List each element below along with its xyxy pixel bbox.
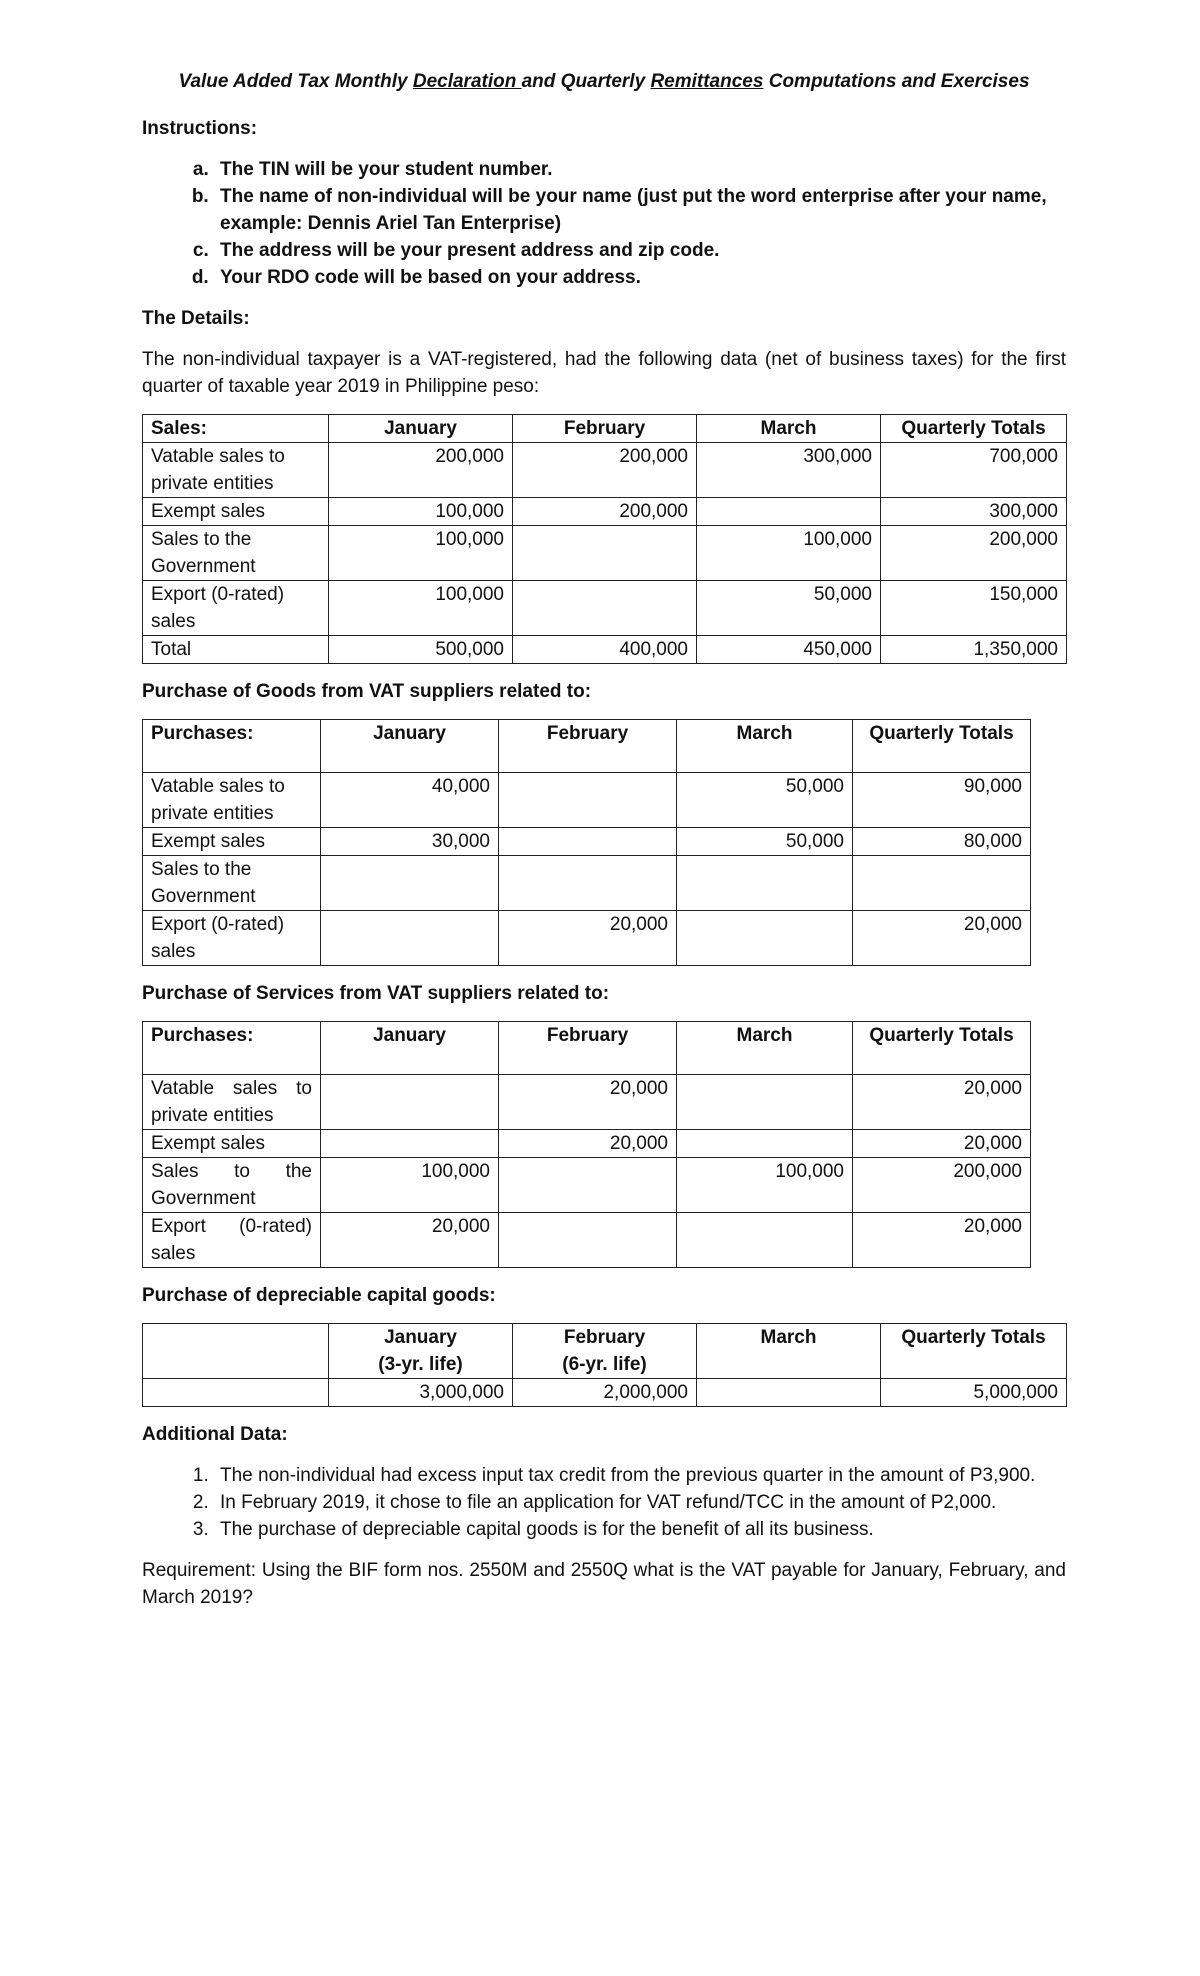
table-cell: 450,000: [697, 636, 881, 664]
goods-heading: Purchase of Goods from VAT suppliers related to:: [142, 681, 592, 702]
table-row: [143, 1158, 1031, 1213]
row-label: Vatable sales to private entities: [143, 773, 321, 828]
table-cell: [677, 1075, 853, 1130]
table-row: [143, 1213, 1031, 1268]
table-cell: 100,000: [697, 526, 881, 581]
table-header-row: [143, 1022, 1031, 1075]
row-label: Exempt sales: [143, 498, 329, 526]
table-cell: [677, 856, 853, 911]
header-month: February: [563, 1327, 646, 1348]
row-label: Export (0-rated) sales: [143, 1213, 321, 1268]
table-header-totals: Quarterly Totals: [881, 1324, 1067, 1379]
table-cell: [499, 1158, 677, 1213]
table-header: Quarterly Totals: [853, 720, 1031, 773]
table-cell: 20,000: [321, 1213, 499, 1268]
table-cell: 1,350,000: [881, 636, 1067, 664]
row-label: Exempt sales: [143, 1130, 321, 1158]
additional-item: 3. The purchase of depreciable capital goods is for the benefit of all its business.: [214, 1516, 1066, 1543]
table-cell: [321, 911, 499, 966]
table-header: March: [677, 1022, 853, 1075]
header-month: January: [384, 1327, 457, 1348]
row-label: Export (0-rated) sales: [143, 581, 329, 636]
table-cell: [677, 1130, 853, 1158]
table-header-row: [143, 415, 1067, 443]
table-row: [143, 636, 1067, 664]
table-cell: [321, 1130, 499, 1158]
table-header: February: [499, 720, 677, 773]
details-paragraph: The non-individual taxpayer is a VAT-registered, had the following data (net of business taxes) for the first quarter of taxable year 2019 in Philippine peso:: [142, 349, 1066, 397]
table-header-row: [143, 1324, 1067, 1379]
goods-table: [142, 719, 1031, 966]
table-header: Quarterly Totals: [881, 415, 1067, 443]
table-header: Purchases:: [143, 720, 321, 773]
table-cell: 200,000: [513, 498, 697, 526]
table-cell: 100,000: [329, 581, 513, 636]
table-cell: 300,000: [881, 498, 1067, 526]
table-row: [143, 773, 1031, 828]
table-cell: 20,000: [499, 1075, 677, 1130]
title-remittances: Remittances: [650, 71, 764, 92]
table-header: January: [321, 1022, 499, 1075]
table-header-row: [143, 720, 1031, 773]
sales-table: [142, 414, 1067, 664]
table-header: March: [697, 415, 881, 443]
table-cell: [321, 856, 499, 911]
services-heading: Purchase of Services from VAT suppliers related to:: [142, 983, 610, 1004]
table-cell: 100,000: [677, 1158, 853, 1213]
table-cell: [499, 773, 677, 828]
table-cell: 50,000: [697, 581, 881, 636]
table-cell: 2,000,000: [513, 1379, 697, 1407]
additional-item: 1. The non-individual had excess input tax credit from the previous quarter in the amount of P3,900.: [214, 1462, 1066, 1489]
table-header: January: [321, 720, 499, 773]
table-cell: 40,000: [321, 773, 499, 828]
instructions-heading: Instructions:: [142, 118, 258, 139]
table-cell: 20,000: [853, 911, 1031, 966]
capital-goods-heading: Purchase of depreciable capital goods:: [142, 1285, 496, 1306]
row-label: [143, 1379, 329, 1407]
additional-item: 2. In February 2019, it chose to file an application for VAT refund/TCC in the amount of P2,000.: [214, 1489, 1066, 1516]
document-title: [142, 68, 1066, 95]
table-cell: 80,000: [853, 828, 1031, 856]
requirement-paragraph: Requirement: Using the BIF form nos. 2550M and 2550Q what is the VAT payable for January, February, and March 2019?: [142, 1560, 1066, 1608]
title-part-1: Value Added Tax Monthly: [178, 71, 413, 92]
table-cell: 20,000: [499, 1130, 677, 1158]
table-cell: [499, 1213, 677, 1268]
table-cell: [513, 526, 697, 581]
table-header: January: [329, 415, 513, 443]
row-label: Total: [143, 636, 329, 664]
table-cell: 20,000: [853, 1130, 1031, 1158]
table-cell: 200,000: [853, 1158, 1031, 1213]
table-header-blank: [143, 1324, 329, 1379]
table-row: [143, 1130, 1031, 1158]
table-cell: 30,000: [321, 828, 499, 856]
table-cell: [499, 828, 677, 856]
table-header: Purchases:: [143, 1022, 321, 1075]
table-row: [143, 1379, 1067, 1407]
table-cell: 5,000,000: [881, 1379, 1067, 1407]
title-part-3: and Quarterly: [521, 71, 651, 92]
table-cell: 200,000: [513, 443, 697, 498]
table-header: Sales:: [143, 415, 329, 443]
table-cell: 150,000: [881, 581, 1067, 636]
table-header-february: [513, 1324, 697, 1379]
instruction-item: d. Your RDO code will be based on your address.: [214, 264, 1066, 291]
table-cell: [677, 1213, 853, 1268]
additional-data-heading: Additional Data:: [142, 1424, 288, 1445]
table-cell: 20,000: [853, 1075, 1031, 1130]
additional-data-list: [142, 1462, 1066, 1543]
title-part-5: Computations and Exercises: [763, 71, 1030, 92]
table-cell: 20,000: [499, 911, 677, 966]
table-cell: 20,000: [853, 1213, 1031, 1268]
row-label: Exempt sales: [143, 828, 321, 856]
table-row: [143, 498, 1067, 526]
table-cell: 100,000: [321, 1158, 499, 1213]
row-label: Vatable sales to private entities: [143, 1075, 321, 1130]
table-cell: 700,000: [881, 443, 1067, 498]
table-cell: [677, 911, 853, 966]
instructions-list: [142, 156, 1066, 291]
header-life: (6-yr. life): [562, 1354, 647, 1375]
table-cell: [697, 498, 881, 526]
capital-goods-table: [142, 1323, 1067, 1407]
table-cell: [697, 1379, 881, 1407]
table-cell: 500,000: [329, 636, 513, 664]
table-row: [143, 911, 1031, 966]
row-label: Sales to the Government: [143, 526, 329, 581]
table-header: Quarterly Totals: [853, 1022, 1031, 1075]
table-row: [143, 856, 1031, 911]
table-cell: 90,000: [853, 773, 1031, 828]
table-header: February: [513, 415, 697, 443]
table-row: [143, 581, 1067, 636]
table-header-march: March: [697, 1324, 881, 1379]
row-label: Sales to the Government: [143, 856, 321, 911]
table-cell: [513, 581, 697, 636]
table-row: [143, 526, 1067, 581]
row-label: Export (0-rated) sales: [143, 911, 321, 966]
table-header: February: [499, 1022, 677, 1075]
table-cell: 200,000: [329, 443, 513, 498]
table-cell: 50,000: [677, 773, 853, 828]
table-header-january: [329, 1324, 513, 1379]
header-life: (3-yr. life): [378, 1354, 463, 1375]
table-cell: 300,000: [697, 443, 881, 498]
document-page: [142, 68, 1066, 1611]
table-header: March: [677, 720, 853, 773]
table-cell: 400,000: [513, 636, 697, 664]
services-table: [142, 1021, 1031, 1268]
table-cell: 3,000,000: [329, 1379, 513, 1407]
table-cell: 100,000: [329, 498, 513, 526]
details-heading: The Details:: [142, 308, 250, 329]
instruction-item: a. The TIN will be your student number.: [214, 156, 1066, 183]
title-declaration: Declaration: [412, 71, 522, 92]
table-cell: [321, 1075, 499, 1130]
table-cell: 50,000: [677, 828, 853, 856]
instruction-item: b. The name of non-individual will be your name (just put the word enterprise after your name, example: Dennis Ariel Tan Enterprise): [214, 183, 1066, 237]
table-cell: [853, 856, 1031, 911]
table-cell: 100,000: [329, 526, 513, 581]
row-label: Vatable sales to private entities: [143, 443, 329, 498]
table-cell: [499, 856, 677, 911]
instruction-item: c. The address will be your present address and zip code.: [214, 237, 1066, 264]
table-row: [143, 1075, 1031, 1130]
row-label: Sales to the Government: [143, 1158, 321, 1213]
table-row: [143, 443, 1067, 498]
table-row: [143, 828, 1031, 856]
table-cell: 200,000: [881, 526, 1067, 581]
